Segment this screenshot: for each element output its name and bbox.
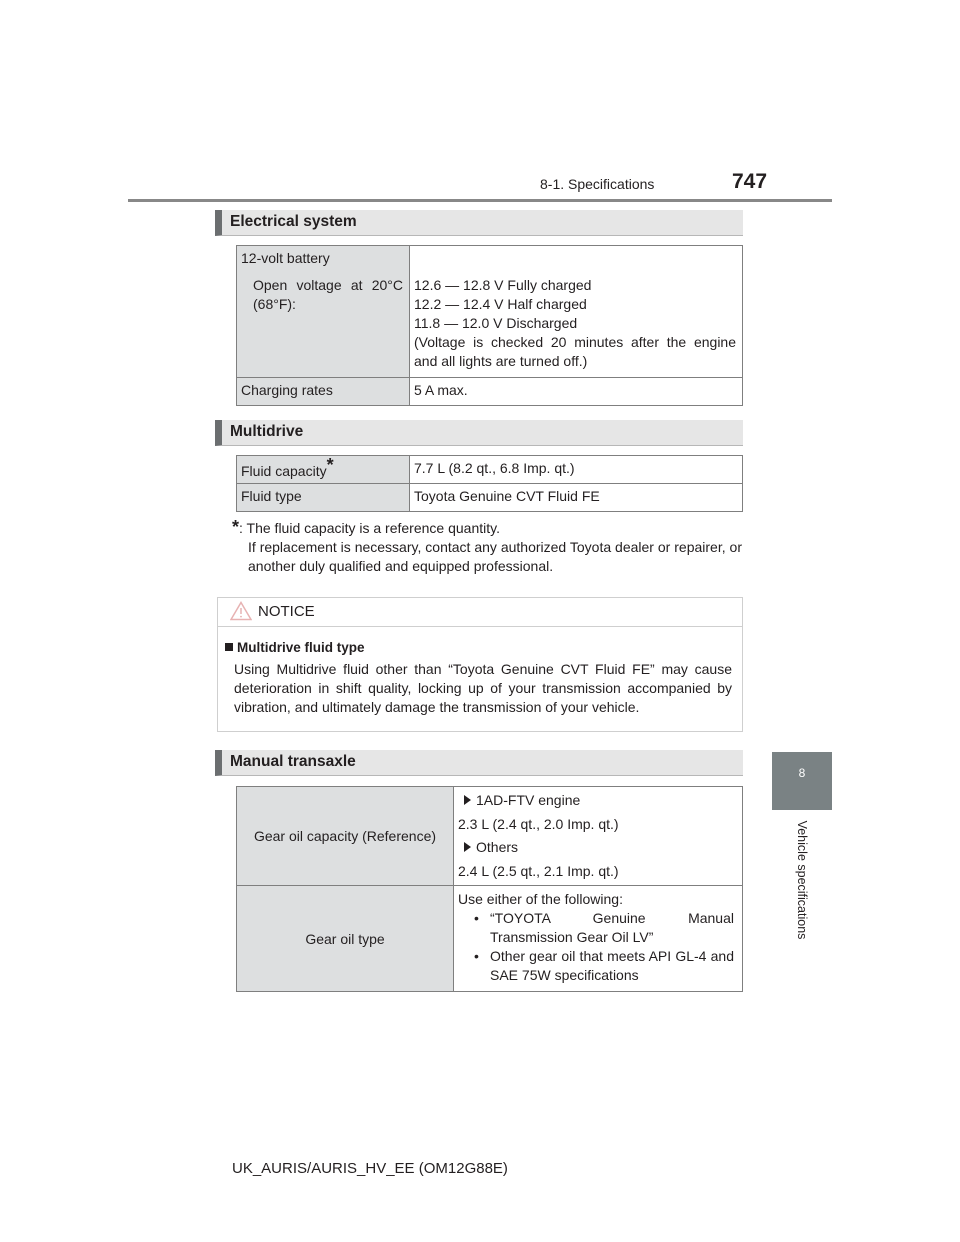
voltage-value-cell (410, 246, 743, 378)
notice-subtitle (225, 640, 365, 655)
list-item (458, 947, 734, 985)
fluid-capacity-label-cell (237, 456, 410, 484)
gear-oil-type-label-cell (237, 886, 454, 992)
table-row (237, 886, 743, 992)
footnote-line-1: : The fluid capacity is a reference quantity. (239, 520, 500, 536)
arrow-right-icon (464, 795, 471, 805)
square-bullet-icon (225, 643, 233, 651)
gear-oil-capacity-label: Gear oil capacity (Reference) (253, 828, 437, 844)
charging-label-cell (237, 378, 410, 406)
table-row (237, 456, 743, 484)
battery-label-cell (237, 246, 410, 378)
table-row (237, 787, 743, 886)
chapter-number: 8 (798, 766, 806, 780)
section-manual-title: Manual transaxle (230, 753, 356, 770)
list-item (458, 909, 734, 947)
fluid-type-value-cell (410, 484, 743, 512)
fluid-type-label-cell (237, 484, 410, 512)
charging-value-cell (410, 378, 743, 406)
notice-header (218, 598, 742, 627)
open-voltage-label: Open voltage at 20°C (68°F): (253, 277, 403, 312)
engine-1-value: 2.3 L (2.4 qt., 2.0 Imp. qt.) (458, 816, 619, 832)
arrow-right-icon (464, 842, 471, 852)
charging-value: 5 A max. (414, 382, 468, 398)
voltage-line: 12.2 — 12.4 V Half charged (414, 296, 587, 312)
fluid-capacity-footnote-mark: * (326, 455, 334, 475)
chapter-label: Vehicle specifications (795, 820, 809, 940)
charging-label: Charging rates (241, 382, 333, 398)
oil-option-1: “TOYOTA Genuine Manual Transmission Gear Oil LV” (490, 910, 734, 945)
table-row (237, 378, 743, 406)
oil-option-2: Other gear oil that meets API GL-4 and SAE 75W specifications (490, 948, 734, 983)
engine-1-label: 1AD-FTV engine (476, 792, 581, 808)
footnote-line-2: If replacement is necessary, contact any authorized Toyota dealer or repairer, or another duly qualified and equipped professional. (248, 539, 742, 574)
header-section-title: 8-1. Specifications (540, 176, 655, 192)
gear-oil-type-intro: Use either of the following: (458, 891, 623, 907)
section-electrical-heading (215, 210, 743, 236)
footnote (232, 518, 742, 576)
footer-doc-code: UK_AURIS/AURIS_HV_EE (OM12G88E) (232, 1160, 508, 1177)
bullet-icon: • (474, 948, 479, 964)
table-row (237, 484, 743, 512)
table-row (237, 246, 743, 378)
section-multidrive-title: Multidrive (230, 423, 304, 440)
battery-label: 12-volt battery (241, 250, 330, 266)
manual-transaxle-table (236, 786, 743, 992)
footnote-mark: * (232, 517, 240, 537)
fluid-type-label: Fluid type (241, 488, 302, 504)
notice-title: NOTICE (258, 603, 315, 620)
fluid-type-value: Toyota Genuine CVT Fluid FE (414, 488, 600, 504)
fluid-capacity-value: 7.7 L (8.2 qt., 6.8 Imp. qt.) (414, 460, 575, 476)
voltage-note: (Voltage is checked 20 minutes after the engine and all lights are turned off.) (414, 334, 736, 369)
warning-triangle-icon (230, 601, 252, 621)
gear-oil-capacity-value-cell (454, 787, 743, 886)
voltage-line: 12.6 — 12.8 V Fully charged (414, 277, 592, 293)
gear-oil-type-label: Gear oil type (305, 930, 385, 947)
header-rule (128, 199, 832, 202)
chapter-tab (772, 752, 832, 810)
bullet-icon: • (474, 910, 479, 926)
page-number: 747 (732, 170, 768, 193)
engine-2-value: 2.4 L (2.5 qt., 2.1 Imp. qt.) (458, 863, 619, 879)
section-electrical-title: Electrical system (230, 213, 357, 230)
electrical-table (236, 245, 743, 406)
gear-oil-type-value-cell (454, 886, 743, 992)
gear-oil-capacity-label-cell (237, 787, 454, 886)
notice-subtitle-text: Multidrive fluid type (237, 640, 365, 655)
fluid-capacity-label: Fluid capacity (241, 463, 327, 479)
voltage-line: 11.8 — 12.0 V Discharged (414, 315, 578, 331)
engine-2-label: Others (476, 839, 519, 855)
notice-body: Using Multidrive fluid other than “Toyota Genuine CVT Fluid FE” may cause deterioration in shift quality, locking up of your transmission accompanied by vibration, and ultimately damage the transmission of your vehicle. (234, 661, 732, 715)
fluid-capacity-value-cell (410, 456, 743, 484)
section-multidrive-heading (215, 420, 743, 446)
section-manual-heading (215, 750, 743, 776)
multidrive-table (236, 455, 743, 512)
notice-box (217, 597, 743, 732)
